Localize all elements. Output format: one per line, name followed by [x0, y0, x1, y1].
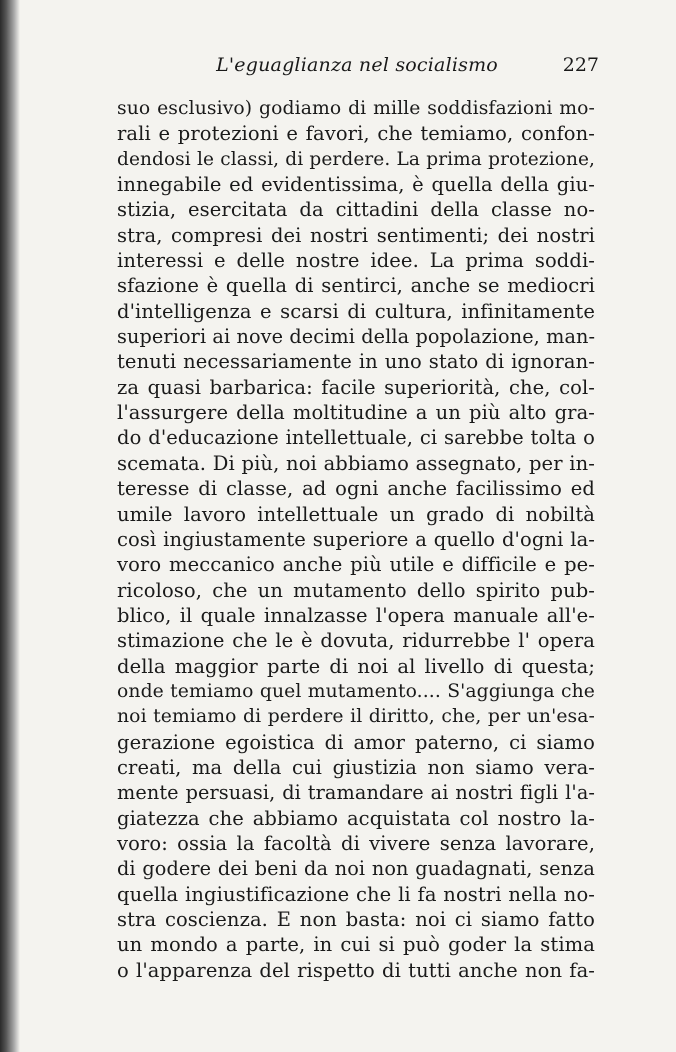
page-number: 227: [562, 54, 599, 76]
text-line: umile lavoro intellettuale un grado di nobiltà: [117, 502, 595, 526]
text-line: do d'educazione intellettuale, ci sarebbe tolta o: [117, 426, 595, 450]
text-line: rali e protezioni e favori, che temiamo, confon-: [117, 122, 595, 146]
text-line: innegabile ed evidentissima, è quella della giu-: [117, 173, 595, 197]
text-line: mente persuasi, di tramandare ai nostri figli l'a-: [117, 781, 595, 805]
body-text: [117, 96, 595, 983]
book-binding-shadow: [0, 0, 20, 1052]
text-line: onde temiamo quel mutamento.... S'aggiunga che: [117, 680, 595, 702]
text-line: ricoloso, che un mutamento dello spirito pub-: [117, 578, 595, 602]
text-line: interessi e delle nostre idee. La prima soddi-: [117, 249, 595, 273]
text-line: o l'apparenza del rispetto di tutti anche non fa-: [117, 958, 595, 982]
text-line: giatezza che abbiamo acquistata col nostro la-: [117, 806, 595, 830]
text-line: stra coscienza. E non basta: noi ci siamo fatto: [117, 908, 595, 931]
text-line: voro meccanico anche più utile e difficile e pe-: [117, 553, 595, 577]
text-line: suo esclusivo) godiamo di mille soddisfazioni mo-: [117, 98, 595, 119]
text-line: sfazione è quella di sentirci, anche se mediocri: [117, 274, 595, 298]
text-line: della maggior parte di noi al livello di questa;: [117, 654, 595, 678]
text-line: blico, il quale innalzasse l'opera manuale all'e-: [117, 603, 595, 627]
running-head: [115, 54, 599, 84]
text-line: stimazione che le è dovuta, ridurrebbe l' opera: [117, 629, 595, 653]
text-line: stizia, esercitata da cittadini della classe no-: [117, 198, 595, 222]
text-line: teresse di classe, ad ogni anche facilissimo ed: [117, 477, 595, 501]
text-line: un mondo a parte, in cui si può goder la stima: [117, 933, 595, 957]
text-line: stra, compresi dei nostri sentimenti; dei nostri: [117, 223, 595, 247]
text-line: scemata. Di più, noi abbiamo assegnato, per in-: [117, 451, 595, 475]
text-line: d'intelligenza e scarsi di cultura, infinitamente: [117, 299, 595, 323]
text-line: così ingiustamente superiore a quello d'ogni la-: [117, 527, 595, 551]
text-line: tenuti necessariamente in uno stato di ignoran-: [117, 350, 595, 374]
text-line: noi temiamo di perdere il diritto, che, per un'esa-: [117, 706, 595, 728]
text-line: gerazione egoistica di amor paterno, ci siamo: [117, 730, 595, 754]
text-line: quella ingiustificazione che li fa nostri nella no-: [117, 882, 595, 906]
text-line: dendosi le classi, di perdere. La prima protezione,: [117, 148, 595, 170]
text-line: za quasi barbarica: facile superiorità, che, col-: [117, 375, 595, 399]
text-line: voro: ossia la facoltà di vivere senza lavorare,: [117, 831, 595, 855]
text-line: superiori ai nove decimi della popolazione, man-: [117, 325, 596, 349]
text-line: di godere dei beni da noi non guadagnati, senza: [117, 857, 595, 881]
text-line: l'assurgere della moltitudine a un più alto gra-: [117, 401, 595, 425]
text-line: creati, ma della cui giustizia non siamo vera-: [117, 755, 595, 779]
running-title: L'eguaglianza nel socialismo: [216, 54, 498, 76]
